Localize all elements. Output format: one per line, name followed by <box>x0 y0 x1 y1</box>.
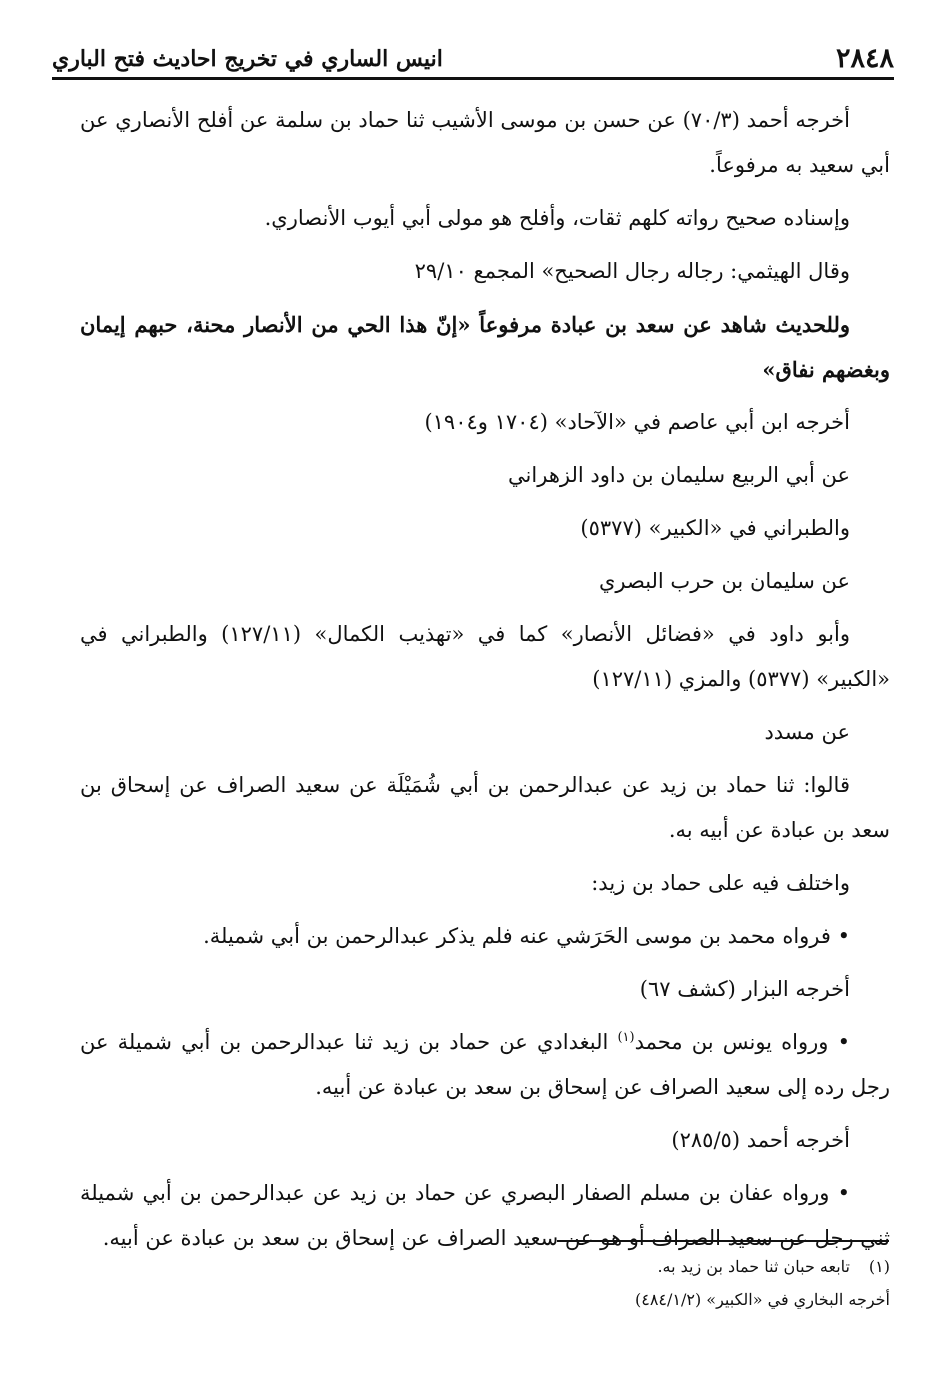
running-title: انيس الساري في تخريج احاديث فتح الباري <box>52 45 443 72</box>
paragraph-part: البغدادي عن حماد بن زيد ثنا عبدالرحمن بن أبي شميلة عن رجل رده إلى سعيد الصراف عن إسحاق بن سعد بن عبادة عن أبيه. <box>80 1030 890 1099</box>
main-text <box>80 98 890 1269</box>
page-number: ٢٨٤٨ <box>835 43 894 74</box>
paragraph: عن أبي الربيع سليمان بن داود الزهراني <box>508 463 850 487</box>
bullet-paragraph: • ورواه عفان بن مسلم الصفار البصري عن حماد بن زيد عن عبدالرحمن بن أبي شميلة ثني رجل عن سعيد الصراف أو هو عن سعيد الصراف عن إسحاق بن سعد بن عبادة عن أبيه. <box>80 1171 890 1261</box>
hadith-witness: وللحديث شاهد عن سعد بن عبادة مرفوعاً «إنّ هذا الحي من الأنصار محنة، حبهم إيمان وبغضهم نفاق» <box>80 312 890 382</box>
paragraph: والطبراني في «الكبير» (٥٣٧٧) <box>580 516 850 540</box>
footnote-reference[interactable]: (١) <box>617 1030 635 1045</box>
footnotes <box>80 1250 890 1316</box>
paragraph: أخرجه أحمد (٧٠/٣) عن حسن بن موسى الأشيب ثنا حماد بن سلمة عن أفلح الأنصاري عن أبي سعيد به مرفوعاً. <box>80 108 890 177</box>
bullet-paragraph <box>80 1020 890 1110</box>
footnote-text: تابعه حبان ثنا حماد بن زيد به. <box>657 1257 850 1276</box>
footnote <box>80 1283 890 1316</box>
paragraph: أخرجه البزار (كشف ٦٧) <box>639 977 850 1001</box>
paragraph: أخرجه أحمد (٢٨٥/٥) <box>671 1128 850 1152</box>
paragraph: عن سليمان بن حرب البصري <box>598 569 850 593</box>
paragraph: واختلف فيه على حماد بن زيد: <box>591 871 850 895</box>
paragraph: عن مسدد <box>764 720 850 744</box>
page-header <box>52 40 894 80</box>
bullet-paragraph: • فرواه محمد بن موسى الحَرَشي عنه فلم يذكر عبدالرحمن بن أبي شميلة. <box>80 914 890 959</box>
footnote-divider <box>557 1240 889 1242</box>
paragraph: وإسناده صحيح رواته كلهم ثقات، وأفلح هو مولى أبي أيوب الأنصاري. <box>264 206 850 230</box>
footnote-text: أخرجه البخاري في «الكبير» (٤٨٤/١/٢) <box>634 1290 890 1309</box>
paragraph: وأبو داود في «فضائل الأنصار» كما في «تهذيب الكمال» (١٢٧/١١) والطبراني في «الكبير» (٥٣٧٧) والمزي (١٢٧/١١) <box>80 622 890 691</box>
footnote-marker: (١) <box>868 1257 890 1276</box>
paragraph: أخرجه ابن أبي عاصم في «الآحاد» (١٧٠٤ و١٩٠٤) <box>424 410 850 434</box>
paragraph-part: ورواه يونس بن محمد <box>634 1030 829 1054</box>
paragraph: وقال الهيثمي: رجاله رجال الصحيح» المجمع ٢٩/١٠ <box>414 259 850 283</box>
paragraph: قالوا: ثنا حماد بن زيد عن عبدالرحمن بن أبي شُمَيْلَة عن سعيد الصراف عن إسحاق بن سعد بن عبادة عن أبيه به. <box>80 773 890 842</box>
footnote <box>80 1250 890 1283</box>
